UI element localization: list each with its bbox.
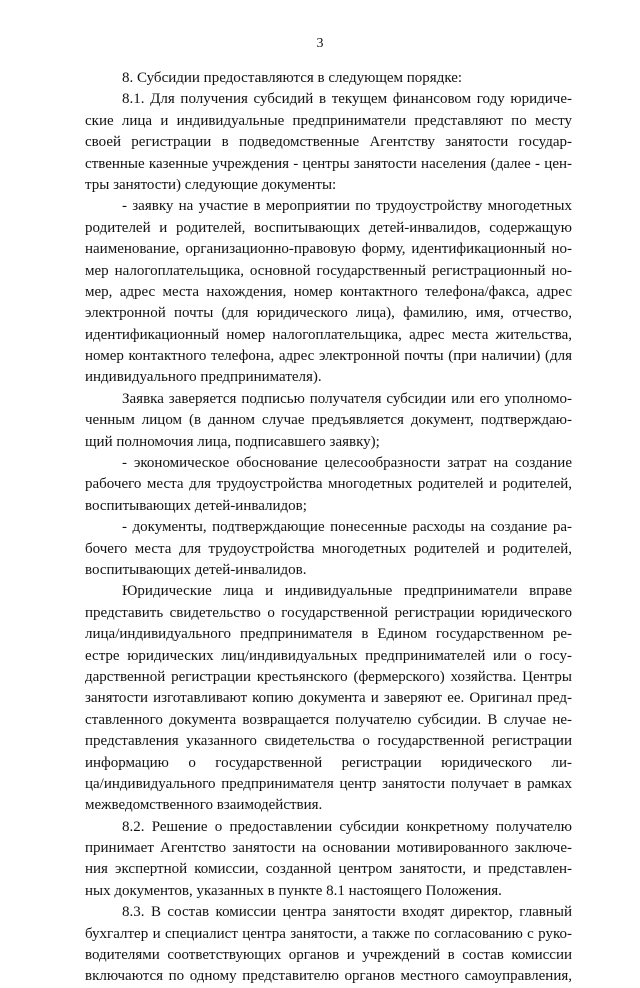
document-body [85, 68, 572, 988]
text-line: 8.1. Для получения субсидий в текущем финансовом году юридиче- [122, 91, 572, 108]
text-line: представить свидетельство о государственной регистрации юридического [85, 604, 572, 621]
text-line: воспитывающих детей-инвалидов. [85, 561, 307, 578]
text-line: воспитывающих детей-инвалидов; [85, 497, 307, 514]
text-line: бухгалтер и специалист центра занятости, а также по согласованию с руко- [85, 925, 572, 942]
text-line: принимает Агентство занятости на основании мотивированного заключе- [85, 840, 572, 857]
text-line: дарственной регистрации крестьянского (фермерского) хозяйства. Центры [85, 668, 572, 685]
text-line: ца/индивидуального предпринимателя центр занятости получает в рамках [85, 775, 572, 792]
text-line: щий полномочия лица, подписавшего заявку); [85, 433, 380, 450]
text-line: индивидуального предпринимателя). [85, 369, 322, 386]
text-line: - заявку на участие в мероприятии по трудоустройству многодетных [122, 198, 572, 215]
text-line: 8. Субсидии предоставляются в следующем порядке: [122, 70, 463, 86]
text-line: Юридические лица и индивидуальные предприниматели вправе [122, 583, 572, 600]
text-line: - экономическое обоснование целесообразности затрат на создание [122, 455, 572, 472]
page-number: 3 [316, 36, 324, 51]
text-line: занятости изготавливают копию документа и заверяют ее. Оригинал пред- [85, 690, 572, 707]
text-line: бочего места для трудоустройства многодетных родителей и родителей, [85, 540, 572, 557]
text-line: номер контактного телефона, адрес электронной почты (при наличии) (для [85, 348, 572, 365]
text-line: представления указанного свидетельства о государственной регистрации [85, 733, 572, 750]
text-line: идентификационный номер налогоплательщика, адрес места жительства, [85, 326, 572, 343]
text-line: ственные казенные учреждения - центры занятости населения (далее - цен- [85, 155, 572, 172]
text-line: наименование, организационно-правовую форму, идентификационный но- [85, 241, 572, 258]
text-line: 8.2. Решение о предоставлении субсидии конкретному получателю [122, 818, 572, 835]
text-line: Заявка заверяется подписью получателя субсидии или его уполномо- [122, 390, 572, 407]
text-line: лица/индивидуального предпринимателя в Едином государственном ре- [85, 626, 572, 643]
text-line: 8.3. В состав комиссии центра занятости входят директор, главный [122, 904, 572, 921]
text-line: ставленного документа возвращается получателю субсидии. В случае не- [85, 711, 572, 728]
text-line: включаются по одному представителю органов местного самоуправления, [85, 968, 572, 985]
text-line: информацию о государственной регистрации юридического ли- [85, 754, 572, 771]
text-line: межведомственного взаимодействия. [85, 797, 323, 814]
text-line: ния экспертной комиссии, созданной центром занятости, и представлен- [85, 861, 572, 878]
text-line: водителями соответствующих органов и учреждений в состав комиссии [85, 947, 572, 964]
text-line: рабочего места для трудоустройства многодетных родителей и родителей, [85, 476, 572, 493]
text-line: своей регистрации в подведомственные Агентству занятости государ- [85, 134, 572, 151]
text-line: естре юридических лиц/индивидуальных предпринимателей или о госу- [85, 647, 572, 664]
text-line: ские лица и индивидуальные предприниматели представляют по месту [85, 112, 572, 129]
text-line: мер, адрес места нахождения, номер контактного телефона/факса, адрес [85, 283, 572, 300]
text-line: - документы, подтверждающие понесенные расходы на создание ра- [122, 519, 572, 536]
text-line: тры занятости) следующие документы: [85, 176, 337, 193]
text-line: родителей и родителей, воспитывающих детей-инвалидов, содержащую [85, 219, 572, 236]
text-line: мер налогоплательщика, основной государственный регистрационный но- [85, 262, 572, 279]
text-line: ных документов, указанных в пункте 8.1 настоящего Положения. [85, 882, 502, 899]
text-line: электронной почты (для юридического лица), фамилию, имя, отчество, [85, 305, 572, 322]
text-line: ченным лицом (в данном случае предъявляется документ, подтверждаю- [85, 412, 572, 429]
